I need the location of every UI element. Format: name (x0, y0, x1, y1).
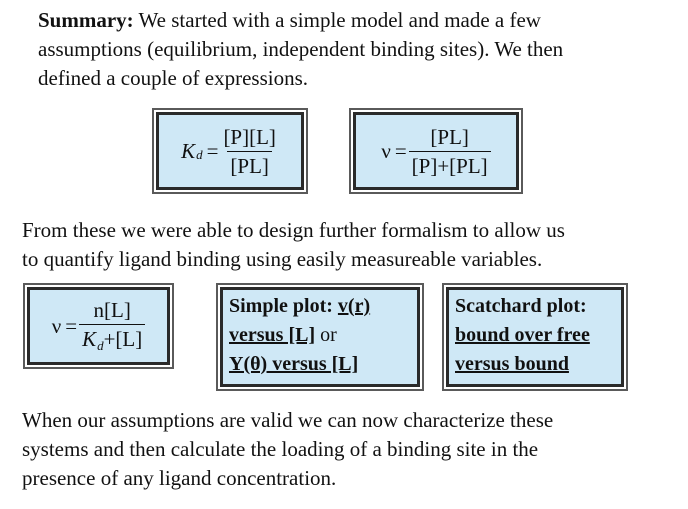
simple-plot-box (220, 287, 420, 387)
nu-denominator: [P]+[PL] (409, 151, 491, 179)
middle-line-1: From these we were able to design further formalism to allow us (22, 218, 565, 242)
nu-symbol: ν (381, 138, 391, 163)
nu-numerator: [PL] (430, 124, 469, 149)
simple-plot-title: Simple plot: v(r) (229, 295, 371, 317)
nu-symbol: ν (51, 313, 62, 338)
scatchard-plot-line-3: versus bound (455, 353, 569, 375)
equals-sign: = (206, 138, 219, 163)
equals-sign: = (65, 313, 78, 338)
summary-label: Summary: (38, 8, 134, 32)
binding-equation-box (27, 287, 170, 365)
summary-line-1: Summary: We started with a simple model and made a few (38, 8, 541, 32)
conclusion-paragraph (22, 406, 553, 493)
binding-denominator: Kd+[L] (79, 324, 145, 355)
middle-line-2: to quantify ligand binding using easily measureable variables. (22, 247, 543, 271)
equals-sign: = (394, 138, 407, 163)
binding-fraction (79, 297, 145, 355)
binding-numerator: n[L] (93, 298, 131, 322)
conclusion-line-3: presence of any ligand concentration. (22, 466, 337, 490)
kd-denominator: [PL] (227, 151, 272, 179)
nu-fraction (409, 124, 491, 179)
kd-equation-box (156, 112, 304, 190)
summary-line-2: assumptions (equilibrium, independent binding sites). We then (38, 37, 564, 61)
scatchard-plot-title: Scatchard plot: (455, 295, 587, 317)
kd-fraction (220, 124, 278, 179)
scatchard-plot-box (446, 287, 624, 387)
simple-plot-line-3: Y(θ) versus [L] (229, 353, 359, 375)
simple-plot-line-2: versus [L] or (229, 324, 337, 346)
summary-paragraph (38, 6, 563, 93)
conclusion-line-1: When our assumptions are valid we can now characterize these (22, 408, 554, 432)
kd-symbol: K d (181, 138, 203, 163)
scatchard-plot-line-2: bound over free (455, 324, 590, 346)
middle-paragraph (22, 216, 565, 274)
conclusion-line-2: systems and then calculate the loading of a binding site in the (22, 437, 539, 461)
nu-equation-box (353, 112, 519, 190)
kd-numerator: [P][L] (223, 124, 276, 149)
summary-line-3: defined a couple of expressions. (38, 66, 308, 90)
